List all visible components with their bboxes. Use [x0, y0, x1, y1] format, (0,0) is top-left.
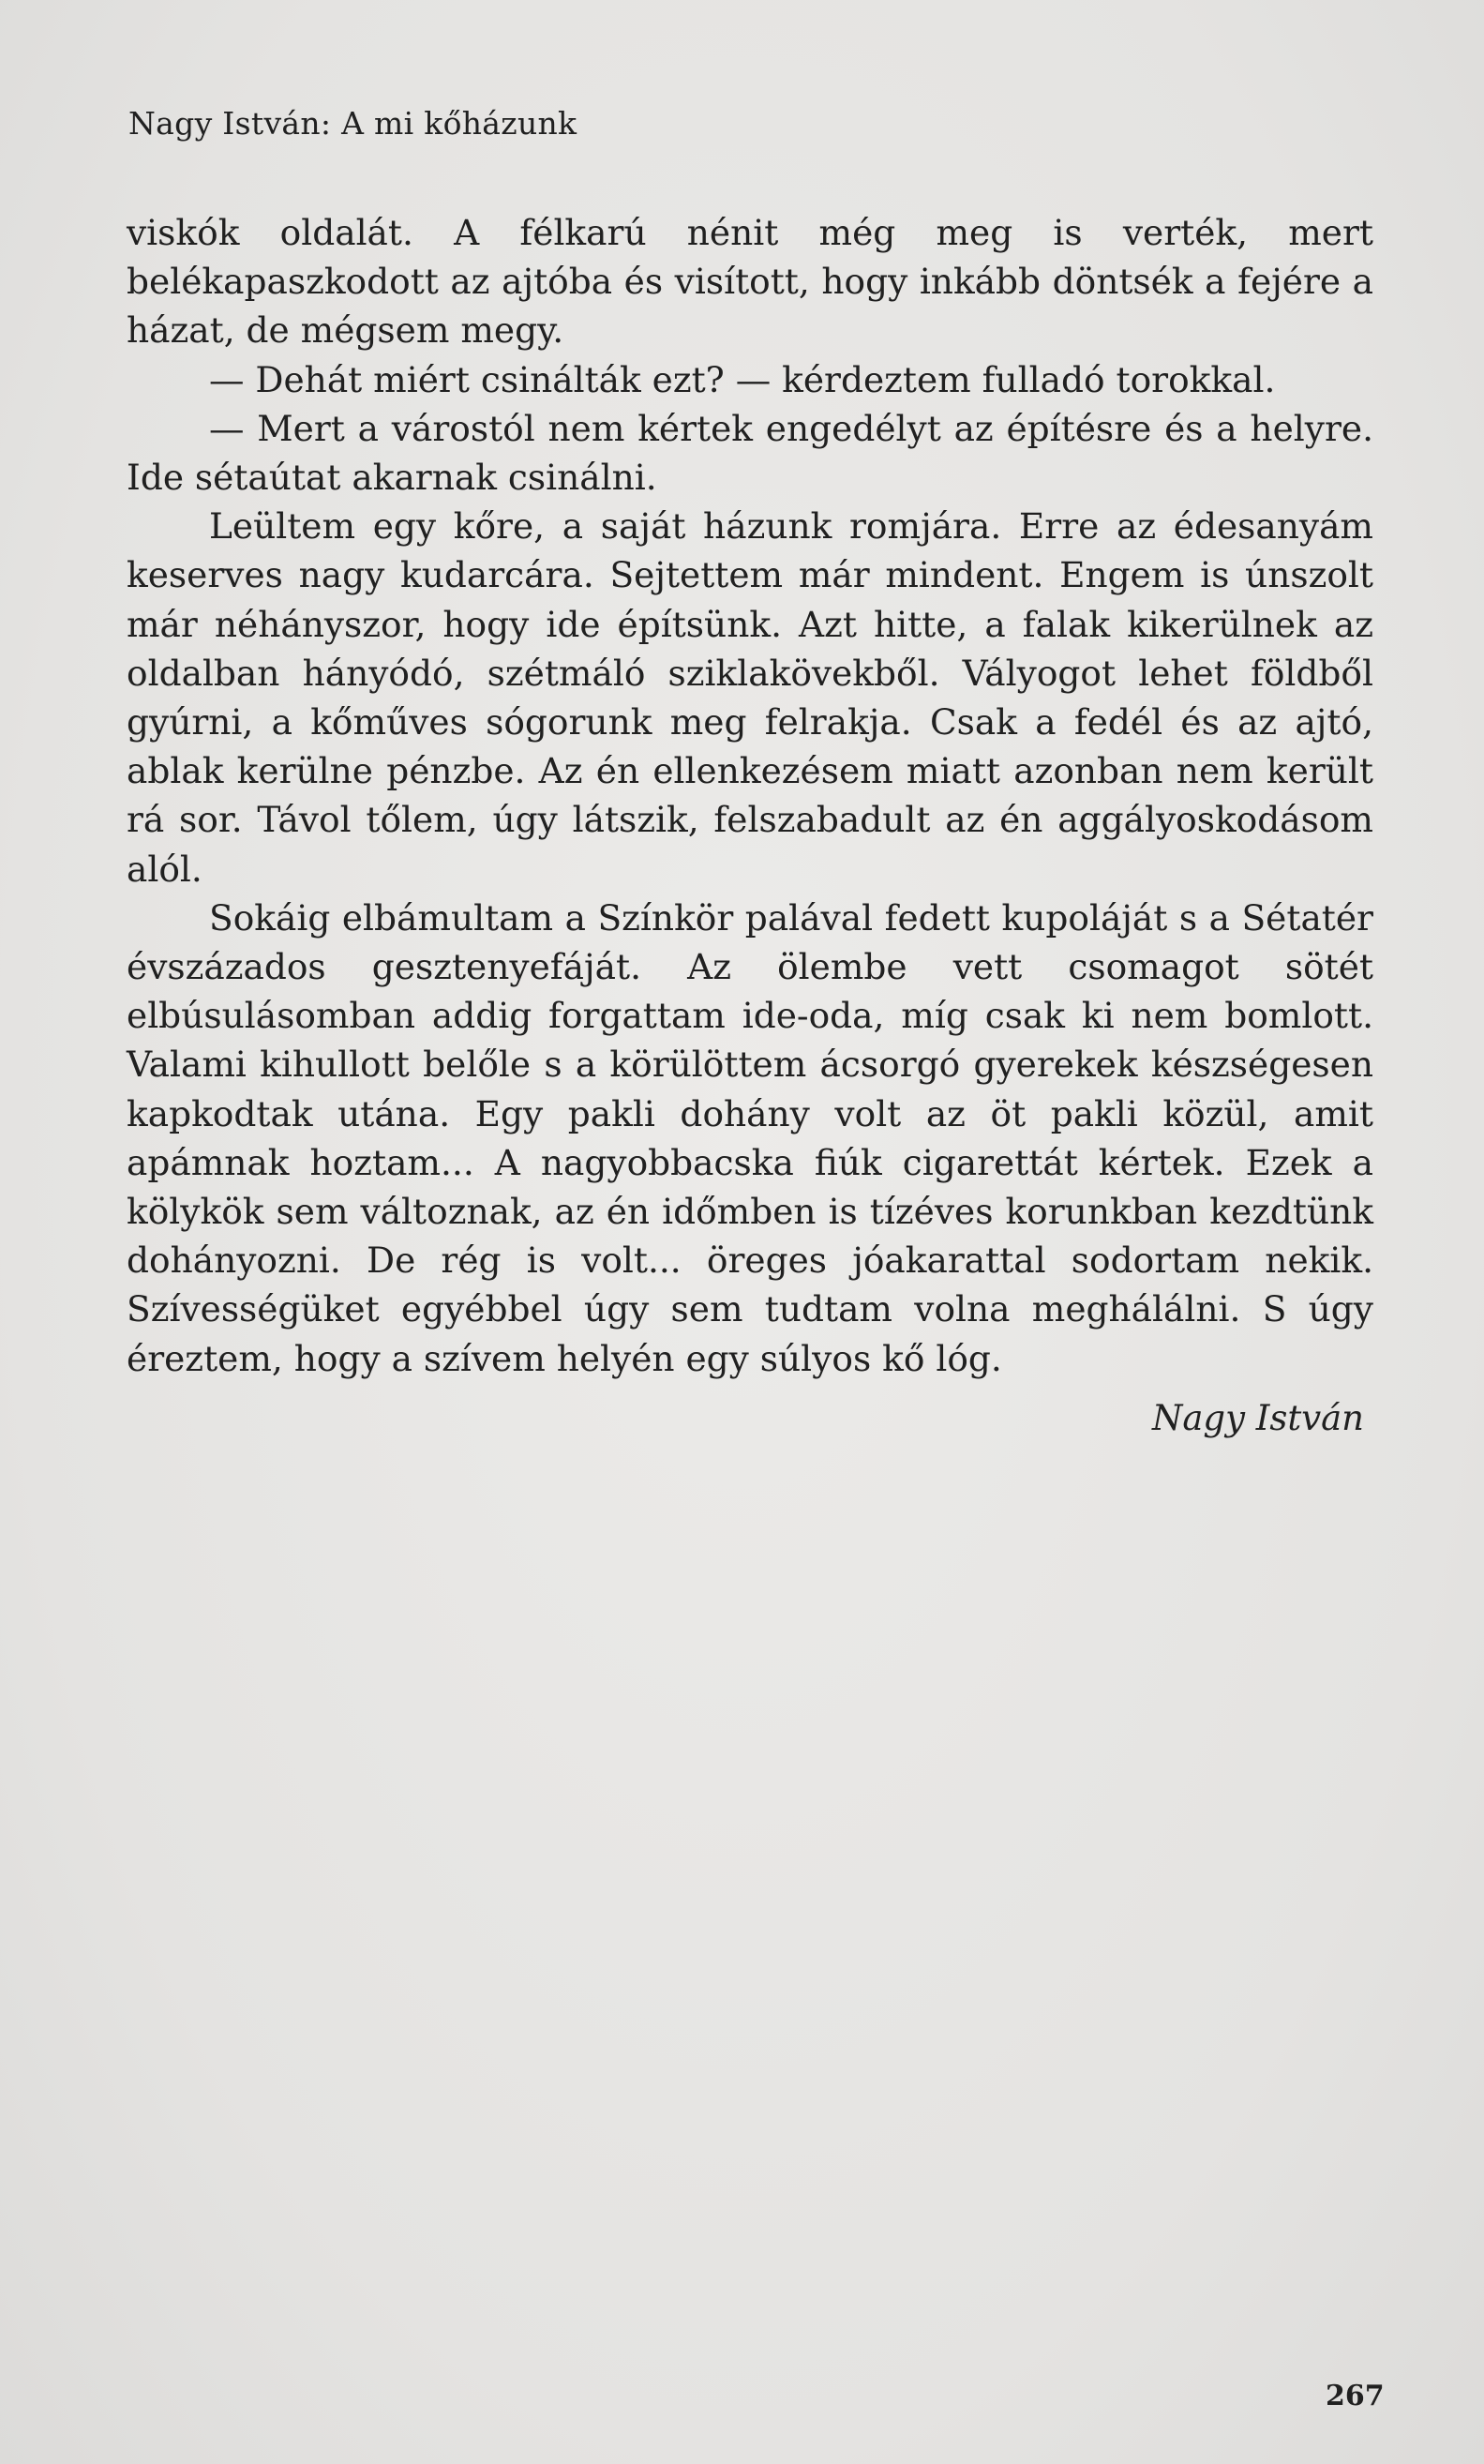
running-header: Nagy István: A mi kőházunk	[128, 105, 577, 142]
paragraph-1: viskók oldalát. A félkarú nénit még meg is verték, mert belékapaszkodott az ajtóba és visított, hogy inkább döntsék a fejére a házat, de mégsem megy.	[127, 212, 1373, 352]
article-body	[127, 208, 1373, 1443]
author-signature: Nagy István	[1151, 1397, 1364, 1438]
paragraph-5: Sokáig elbámultam a Színkör palával fedett kupoláját s a Sétatér évszázados gesztenyefáját. Az ölembe vett csomagot sötét elbúsulásomban addig forgattam ide-oda, míg csak ki nem bomlott. Valami kihullott belőle s a körülöttem ácsorgó gyerekek készségesen kapkodtak utána. Egy pakli dohány volt az öt pakli közül, amit apámnak hoztam... A nagyobbacska fiúk cigarettát kértek. Ezek a kölykök sem változnak, az én időmben is tízéves korunkban kezdtünk dohányozni. De rég is volt... öreges jóakarattal sodortam nekik. Szívességüket egyébbel úgy sem tudtam volna meghálálni. S úgy éreztem, hogy a szívem helyén egy súlyos kő lóg.	[127, 896, 1373, 1379]
page-number: 267	[1326, 2380, 1385, 2412]
paragraph-3: — Mert a várostól nem kértek engedélyt az építésre és a helyre. Ide sétaútat akarnak csinálni.	[127, 407, 1373, 499]
paragraph-2: — Dehát miért csinálták ezt? — kérdeztem fulladó torokkal.	[209, 358, 1276, 400]
paragraph-4: Leültem egy kőre, a saját házunk romjára. Erre az édesanyám keserves nagy kudarcára. Sejtettem már mindent. Engem is únszolt már néhányszor, hogy ide építsünk. Azt hitte, a falak kikerülnek az oldalban hányódó, szétmáló sziklakövekből. Vályogot lehet földből gyúrni, a kőműves sógorunk meg felrakja. Csak a fedél és az ajtó, ablak kerülne pénzbe. Az én ellenkezésem miatt azonban nem került rá sor. Távol tőlem, úgy látszik, felszabadult az én aggályoskodásom alól.	[127, 505, 1373, 890]
